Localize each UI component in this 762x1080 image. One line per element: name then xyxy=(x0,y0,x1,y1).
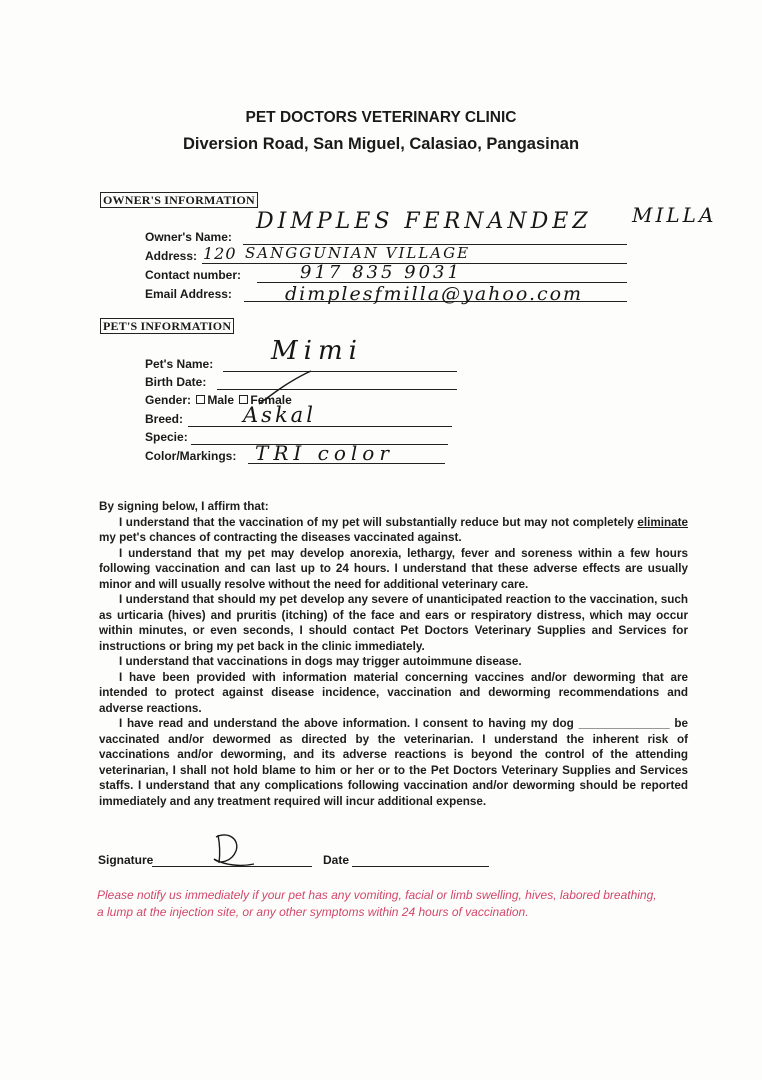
female-label: Female xyxy=(250,393,292,407)
pet-name-label: Pet's Name: xyxy=(145,357,214,371)
consent-paragraph-4: I understand that vaccinations in dogs may trigger autoimmune disease. xyxy=(119,655,522,668)
gender-label: Gender: xyxy=(145,393,192,407)
consent-paragraph-2: I understand that my pet may develop anorexia, lethargy, fever and soreness within a few hours following vaccination and can last up to 24 hours. I understand that these adverse effects are usually minor and will usually resolve without the need for additional veterinary care. xyxy=(99,546,688,591)
clinic-address: Diversion Road, San Miguel, Calasiao, Pangasinan xyxy=(182,135,580,153)
vaccination-notice: Please notify us immediately if your pet has any vomiting, facial or limb swelling, hives, labored breathing, a lump at the injection site, or any other symptoms within 24 hours of vaccination. xyxy=(97,888,657,919)
consent-p1-underlined: eliminate xyxy=(637,515,689,529)
breed-value[interactable]: Askal xyxy=(243,403,316,427)
breed-line xyxy=(188,426,452,427)
birth-date-label: Birth Date: xyxy=(145,375,207,389)
address-value[interactable]: SANGGUNIAN VILLAGE xyxy=(245,244,471,262)
email-label: Email Address: xyxy=(145,287,232,301)
consent-p1-text: I understand that the vaccination of my pet will substantially reduce but may not completely xyxy=(119,515,634,529)
date-line[interactable] xyxy=(352,866,489,867)
pet-name-value[interactable]: Mimi xyxy=(271,336,363,366)
contact-label: Contact number: xyxy=(145,268,241,282)
signature-label: Signature xyxy=(98,853,154,867)
address-number: 120 xyxy=(203,244,237,263)
consent-paragraph-5: I have been provided with information material concerning vaccines and/or deworming that are intended to protect against disease incidence, vaccination and deworming recommendations and adverse reactions. xyxy=(99,670,688,715)
consent-intro: By signing below, I affirm that: xyxy=(99,500,269,513)
contact-value[interactable]: 917 835 9031 xyxy=(300,262,462,283)
consent-text xyxy=(99,499,688,809)
birth-date-line xyxy=(217,389,457,390)
address-label: Address: xyxy=(145,249,198,263)
consent-paragraph-6 xyxy=(99,716,688,809)
specie-label: Specie: xyxy=(145,430,188,444)
male-checkbox[interactable] xyxy=(196,395,205,404)
email-value[interactable]: dimplesfmilla@yahoo.com xyxy=(285,283,584,305)
owner-name-extra: MILLA xyxy=(632,203,717,227)
owner-section-heading: OWNER'S INFORMATION xyxy=(100,192,258,208)
signature-scribble xyxy=(206,827,258,873)
breed-label: Breed: xyxy=(145,412,184,426)
consent-paragraph-3: I understand that should my pet develop any severe of unanticipated reaction to the vaccination, such as urticaria (hives) and pruritis (itching) of the face and ears or respiratory distress, which may occur within minutes, or even seconds, I should contact Pet Doctors Veterinary Supplies and Services for instructions or bring my pet back in the clinic immediately. xyxy=(99,593,688,653)
owner-name-value[interactable]: DIMPLES FERNANDEZ xyxy=(256,209,592,234)
color-value[interactable]: TRI color xyxy=(255,441,394,465)
male-label: Male xyxy=(207,393,235,407)
date-label: Date xyxy=(323,853,350,867)
clinic-name: PET DOCTORS VETERINARY CLINIC xyxy=(245,109,517,126)
color-label: Color/Markings: xyxy=(145,449,237,463)
dog-name-blank[interactable]: ______________ xyxy=(578,717,670,730)
consent-paragraph-1 xyxy=(99,515,688,546)
consent-p6-text: I have read and understand the above information. I consent to having my dog xyxy=(119,717,574,730)
consent-p6-text-end: be vaccinated and/or dewormed as directed by the veterinarian. I understand the inherent risk of vaccinations and/or deworming, and its adverse reactions is beyond the control of the attending veterinarian, I shall not hold blame to him or her or to the Pet Doctors Veterinary Supplies and Services staffs. I understand that any complications following vaccination and/or deworming should be reported immediately and any treatment required will incur additional expense. xyxy=(99,717,688,808)
consent-p1-text-end: my pet's chances of contracting the diseases vaccinated against. xyxy=(99,531,462,544)
pet-section-heading: PET'S INFORMATION xyxy=(100,318,234,334)
owner-name-label: Owner's Name: xyxy=(145,230,232,244)
